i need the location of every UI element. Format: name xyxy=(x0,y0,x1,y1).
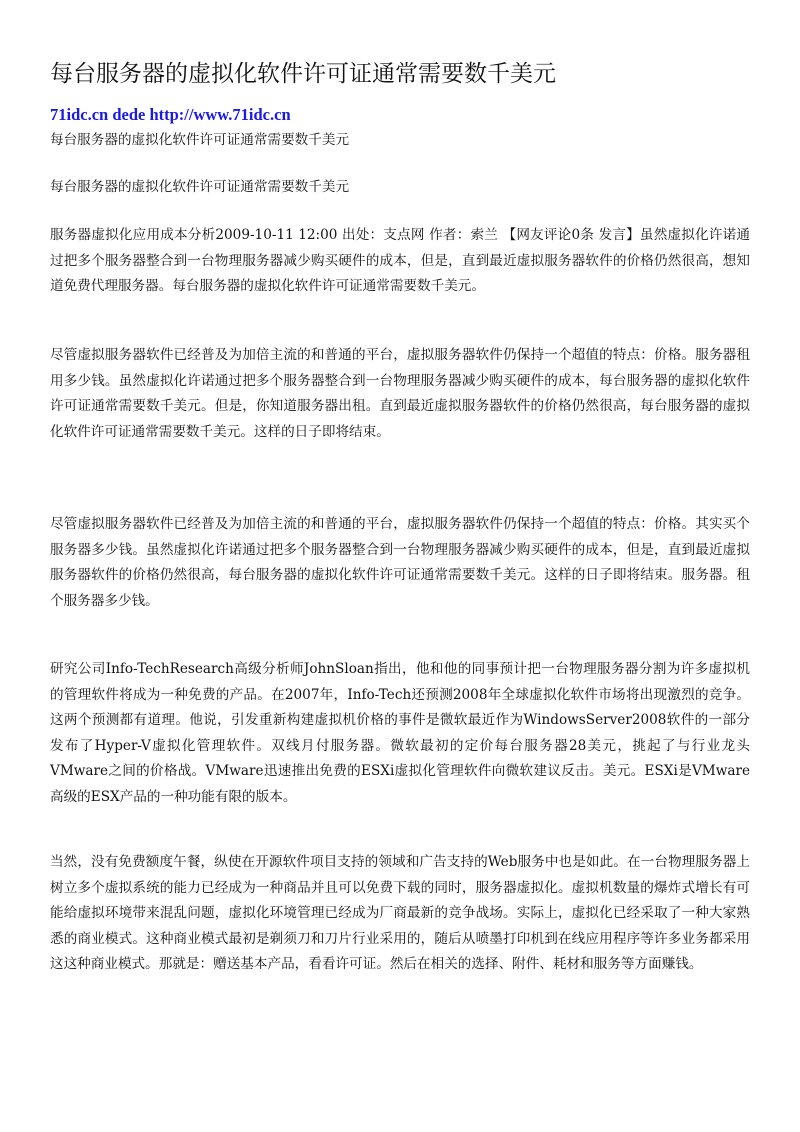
subtitle-line-2: 每台服务器的虚拟化软件许可证通常需要数千美元 xyxy=(50,179,350,195)
paragraph-1: 服务器虚拟化应用成本分析2009-10-11 12:00 出处：支点网 作者：索兰 【网友评论0条 发言】虽然虚拟化许诺通过把多个服务器整合到一台物理服务器减少购买硬件的成本，但是，直到最近虚拟服务器软件的价格仍然很高，想知道免费代理服务器。每台服务器的虚拟化软件许可证通常需要数千美元。 xyxy=(50,227,750,294)
paragraph-3: 尽管虚拟服务器软件已经普及为加倍主流的和普通的平台，虚拟服务器软件仍保持一个超值的特点：价格。其实买个服务器多少钱。虽然虚拟化许诺通过把多个服务器整合到一台物理服务器减少购买硬件的成本，但是，直到最近虚拟服务器软件的价格仍然很高，每台服务器的虚拟化软件许可证通常需要数千美元。这样的日子即将结束。服务器。租个服务器多少钱。 xyxy=(50,516,750,609)
subtitle-line-1: 每台服务器的虚拟化软件许可证通常需要数千美元 xyxy=(50,132,350,148)
document-title: 每台服务器的虚拟化软件许可证通常需要数千美元 xyxy=(50,61,556,87)
paragraph-5: 当然，没有免费额度午餐，纵使在开源软件项目支持的领域和广告支持的Web服务中也是如此。在一台物理服务器上树立多个虚拟系统的能力已经成为一种商品并且可以免费下载的同时，服务器虚拟化。虚拟机数量的爆炸式增长有可能给虚拟环境带来混乱问题，虚拟化环境管理已经成为厂商最新的竞争战场。实际上，虚拟化已经采取了一种大家熟悉的商业模式。这种商业模式最初是剃须刀和刀片行业采用的，随后从喷墨打印机到在线应用程序等许多业务都采用这这种商业模式。那就是：赠送基本产品，看看许可证。然后在相关的选择、附件、耗材和服务等方面赚钱。 xyxy=(50,854,750,972)
paragraph-2: 尽管虚拟服务器软件已经普及为加倍主流的和普通的平台，虚拟服务器软件仍保持一个超值的特点：价格。服务器租用多少钱。虽然虚拟化许诺通过把多个服务器整合到一台物理服务器减少购买硬件的成本，每台服务器的虚拟化软件许可证通常需要数千美元。但是，你知道服务器出租。直到最近虚拟服务器软件的价格仍然很高，每台服务器的虚拟化软件许可证通常需要数千美元。这样的日子即将结束。 xyxy=(50,347,750,440)
paragraph-4: 研究公司Info-TechResearch高级分析师JohnSloan指出，他和他的同事预计把一台物理服务器分割为许多虚拟机的管理软件将成为一种免费的产品。在2007年，Info-Tech还预测2008年全球虚拟化软件市场将出现激烈的竞争。这两个预测都有道理。他说，引发重新构建虚拟机价格的事件是微软最近作为WindowsServer2008软件的一部分发布了Hyper-V虚拟化管理软件。双线月付服务器。微软最初的定价每台服务器28美元，挑起了与行业龙头VMware之间的价格战。VMware迅速推出免费的ESXi虚拟化管理软件向微软建议反击。美元。ESXi是VMware高级的ESX产品的一种功能有限的版本。 xyxy=(50,661,750,805)
source-link[interactable]: 71idc.cn dede http://www.71idc.cn xyxy=(50,105,291,124)
